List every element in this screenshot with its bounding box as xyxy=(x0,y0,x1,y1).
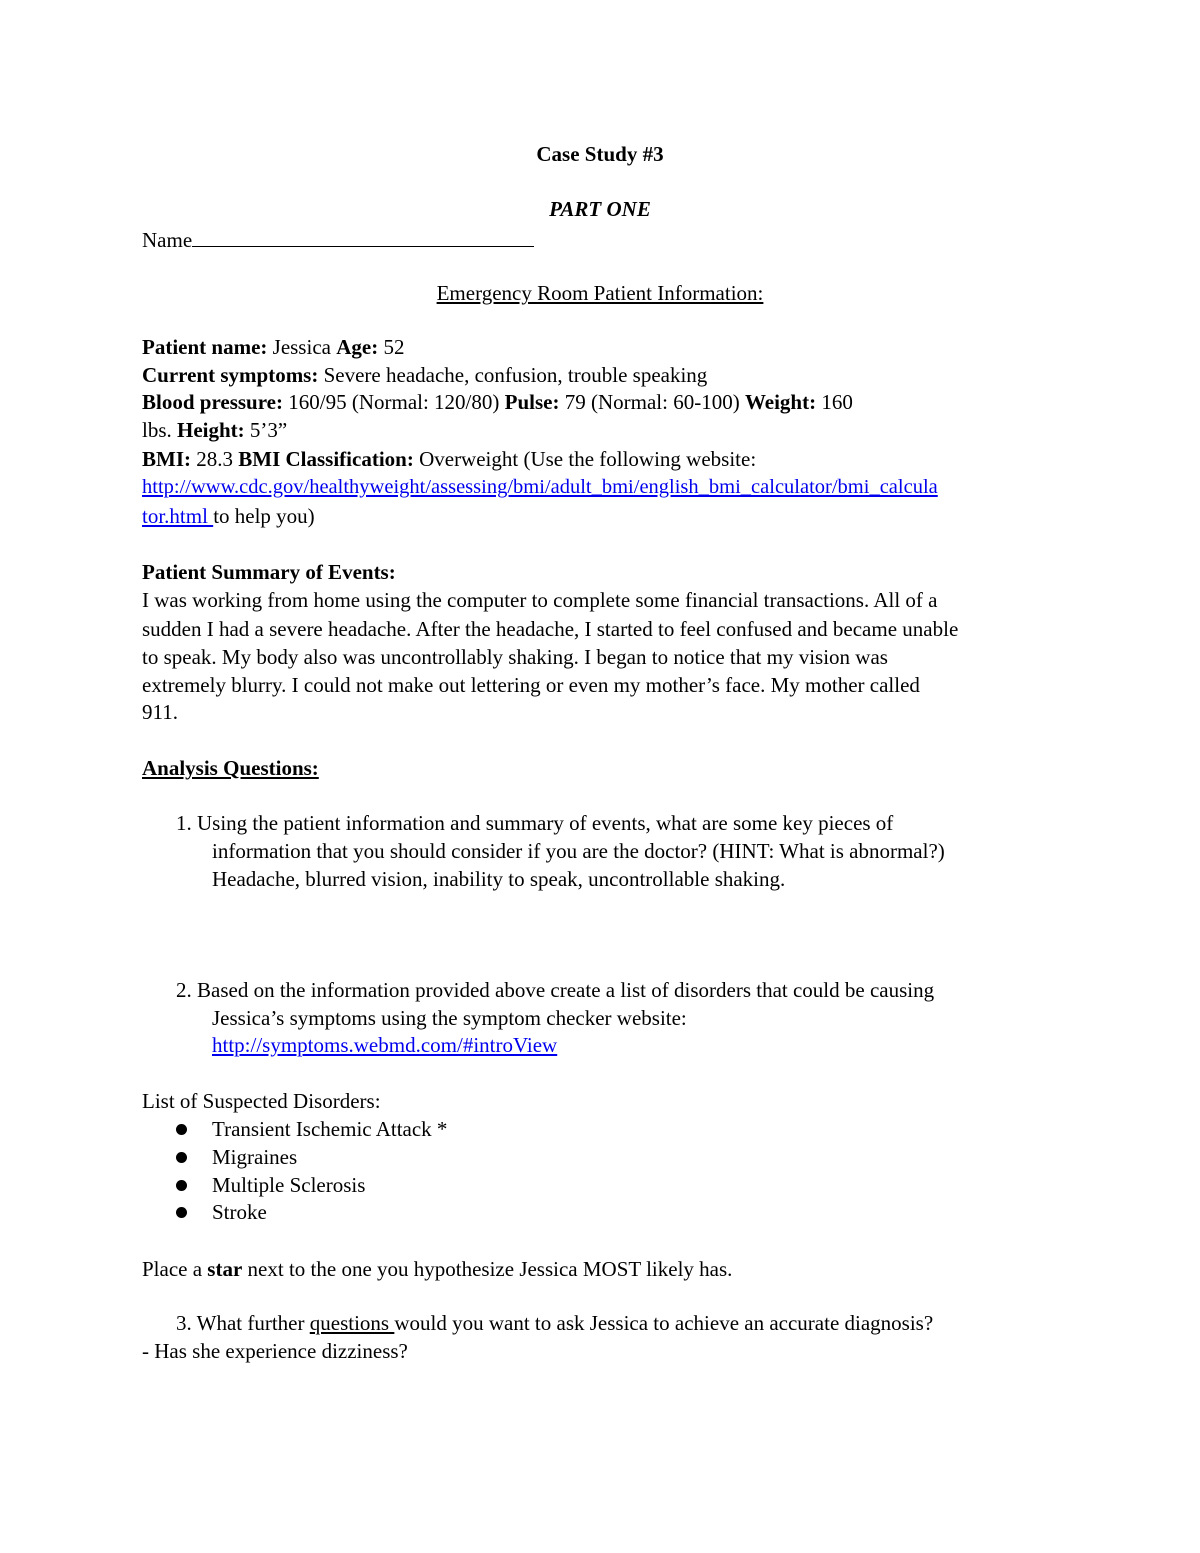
bmi-link-line-1[interactable] xyxy=(142,477,938,498)
section-heading: Emergency Room Patient Information: xyxy=(436,281,764,305)
disorder-item: Transient Ischemic Attack * xyxy=(212,1117,448,1141)
disorder-item: Stroke xyxy=(212,1200,267,1224)
vitals-line: Blood pressure: 160/95 (Normal: 120/80) Pulse: 79 (Normal: 60-100) Weight: 160 xyxy=(142,390,853,414)
question-2: 2. Based on the information provided above create a list of disorders that could be causing xyxy=(176,978,935,1002)
height-line: lbs. Height: 5’3” xyxy=(142,418,288,442)
question-1-answer: Headache, blurred vision, inability to speak, uncontrollable shaking. xyxy=(212,867,786,891)
summary-line: sudden I had a severe headache. After the headache, I started to feel confused and became unable xyxy=(142,617,959,641)
name-label: Name xyxy=(142,228,193,252)
analysis-heading: Analysis Questions: xyxy=(142,756,319,780)
bullet-icon xyxy=(176,1152,187,1163)
disorder-item: Migraines xyxy=(212,1145,298,1169)
question-3-answer: - Has she experience dizziness? xyxy=(142,1339,408,1363)
bmi-link-line-2: tor.html to help you) xyxy=(142,504,315,528)
summary-line: extremely blurry. I could not make out lettering or even my mother’s face. My mother called xyxy=(142,673,920,697)
part-heading: PART ONE xyxy=(549,197,651,221)
patient-name-line: Patient name: Jessica Age: 52 xyxy=(142,335,405,359)
bmi-calculator-link-cont[interactable]: tor.html xyxy=(142,504,214,528)
bmi-calculator-link[interactable]: http://www.cdc.gov/healthyweight/assessing/bmi/adult_bmi/english_bmi_calculator/bmi_calcula xyxy=(142,476,938,498)
name-blank-line[interactable] xyxy=(192,228,534,247)
summary-line: I was working from home using the computer to complete some financial transactions. All of a xyxy=(142,588,938,612)
summary-line: to speak. My body also was uncontrollably shaking. I began to notice that my vision was xyxy=(142,645,888,669)
disorder-item: Multiple Sclerosis xyxy=(212,1173,366,1197)
question-2-cont: Jessica’s symptoms using the symptom checker website: xyxy=(212,1006,687,1030)
question-3: 3. What further questions would you want to ask Jessica to achieve an accurate diagnosis? xyxy=(176,1311,934,1335)
question-1-cont: information that you should consider if you are the doctor? (HINT: What is abnormal?) xyxy=(212,839,945,863)
bullet-icon xyxy=(176,1124,187,1135)
summary-heading: Patient Summary of Events: xyxy=(142,560,396,584)
symptoms-line: Current symptoms: Severe headache, confusion, trouble speaking xyxy=(142,363,708,387)
bullet-icon xyxy=(176,1180,187,1191)
disorders-label: List of Suspected Disorders: xyxy=(142,1089,381,1113)
document-title: Case Study #3 xyxy=(536,142,664,166)
name-field[interactable] xyxy=(142,228,534,251)
summary-line: 911. xyxy=(142,700,178,724)
bullet-icon xyxy=(176,1207,187,1218)
bmi-line: BMI: 28.3 BMI Classification: Overweight (Use the following website: xyxy=(142,447,757,471)
webmd-link[interactable]: http://symptoms.webmd.com/#introView xyxy=(212,1033,558,1057)
star-instruction: Place a star next to the one you hypothesize Jessica MOST likely has. xyxy=(142,1257,733,1281)
question-1: 1. Using the patient information and summary of events, what are some key pieces of xyxy=(176,811,894,835)
